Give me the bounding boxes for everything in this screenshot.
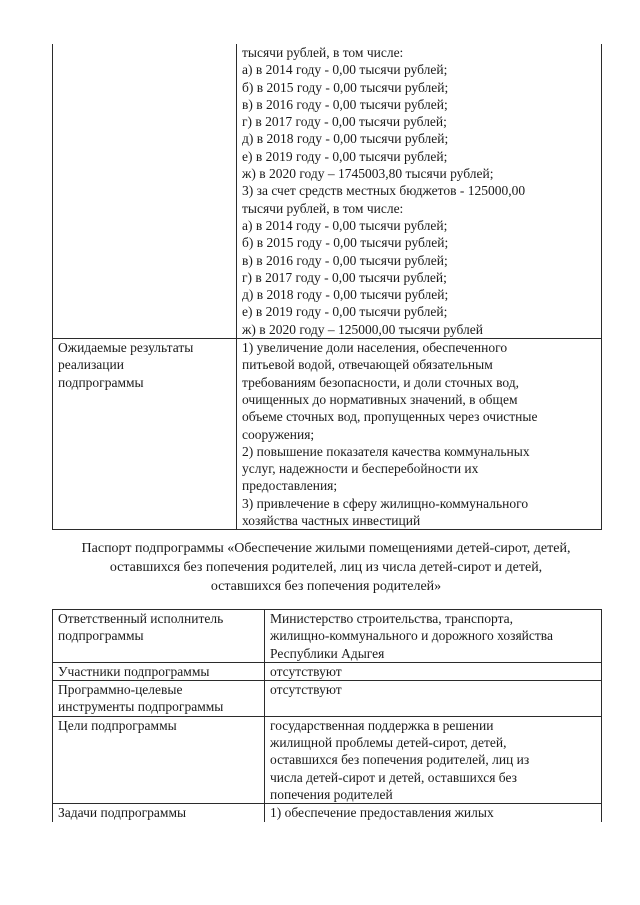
funding-line: е) в 2019 году - 0,00 тысячи рублей;: [242, 148, 448, 164]
passport-value-cell: [265, 681, 602, 717]
passport-label-line: Цели подпрограммы: [58, 717, 177, 733]
results-label-cell: [53, 339, 237, 530]
passport-value-line: отсутствуют: [270, 682, 342, 698]
passport-value-line: жилищно-коммунального и дорожного хозяйства: [270, 628, 553, 644]
funding-line: г) в 2017 году - 0,00 тысячи рублей;: [242, 269, 447, 285]
passport-value-line: попечения родителей: [270, 786, 393, 802]
passport-value-line: 1) обеспечение предоставления жилых: [270, 805, 494, 821]
results-value-line: объеме сточных вод, пропущенных через очистные: [242, 409, 538, 425]
passport-label-line: Программно-целевые: [58, 682, 183, 698]
funding-line: в) в 2016 году - 0,00 тысячи рублей;: [242, 252, 448, 268]
results-label-line: подпрограммы: [58, 374, 144, 390]
passport-label-line: Ответственный исполнитель: [58, 611, 224, 626]
funding-line: а) в 2014 году - 0,00 тысячи рублей;: [242, 62, 448, 78]
table-row: [53, 804, 602, 822]
caption-line: оставшихся без попечения родителей»: [210, 579, 442, 594]
passport-label-line: Задачи подпрограммы: [58, 805, 187, 821]
passport-label-line: инструменты подпрограммы: [58, 699, 224, 715]
results-value-line: питьевой водой, отвечающей обязательным: [242, 357, 493, 373]
results-value-line: хозяйства частных инвестиций: [242, 513, 421, 529]
table-row: [53, 662, 602, 680]
passport-value-line: жилищной проблемы детей-сирот, детей,: [270, 735, 507, 751]
passport-label-cell: [53, 662, 265, 680]
results-value-line: предоставления;: [242, 478, 338, 494]
funding-line: д) в 2018 году - 0,00 тысячи рублей;: [242, 131, 449, 147]
funding-line: е) в 2019 году - 0,00 тысячи рублей;: [242, 304, 448, 320]
funding-label-cell: [53, 44, 237, 339]
funding-line: д) в 2018 году - 0,00 тысячи рублей;: [242, 287, 449, 303]
passport-value-line: отсутствуют: [270, 663, 342, 679]
passport-value-line: Министерство строительства, транспорта,: [270, 611, 514, 626]
passport-value-cell: [265, 804, 602, 822]
funding-line: ж) в 2020 году – 1745003,80 тысячи рублей;: [242, 166, 494, 182]
funding-line: в) в 2016 году - 0,00 тысячи рублей;: [242, 96, 448, 112]
results-label-line: реализации: [58, 357, 124, 373]
funding-table: [52, 44, 602, 530]
results-value-line: 2) повышение показателя качества коммунальных: [242, 443, 530, 459]
results-value-cell: [237, 339, 602, 530]
funding-value-cell: [237, 44, 602, 339]
passport-caption: [52, 539, 600, 596]
results-value-line: требованиям безопасности, и доли сточных вод,: [242, 374, 520, 390]
funding-line: б) в 2015 году - 0,00 тысячи рублей;: [242, 235, 449, 251]
funding-line: тысячи рублей, в том числе:: [242, 45, 404, 60]
passport-label-line: подпрограммы: [58, 628, 144, 644]
funding-line: 3) за счет средств местных бюджетов - 125000,00: [242, 183, 526, 199]
passport-value-line: государственная поддержка в решении: [270, 717, 494, 733]
table-row: [53, 716, 602, 803]
caption-line: оставшихся без попечения родителей, лиц из числа детей-сирот и детей,: [109, 560, 543, 575]
table-row: [53, 610, 602, 663]
results-value-line: услуг, надежности и бесперебойности их: [242, 461, 479, 477]
passport-value-line: оставшихся без попечения родителей, лиц из: [270, 752, 530, 768]
passport-label-cell: [53, 804, 265, 822]
passport-value-line: Республики Адыгея: [270, 645, 385, 661]
passport-label-line: Участники подпрограммы: [58, 663, 210, 679]
passport-value-cell: [265, 662, 602, 680]
table-row: [53, 44, 602, 339]
funding-line: ж) в 2020 году – 125000,00 тысячи рублей: [242, 321, 483, 337]
passport-label-cell: [53, 681, 265, 717]
passport-value-cell: [265, 610, 602, 663]
passport-label-cell: [53, 716, 265, 803]
passport-label-cell: [53, 610, 265, 663]
passport-table: [52, 609, 602, 822]
passport-value-cell: [265, 716, 602, 803]
passport-value-line: числа детей-сирот и детей, оставшихся без: [270, 769, 517, 785]
results-value-line: 1) увеличение доли населения, обеспеченного: [242, 340, 508, 356]
results-value-line: 3) привлечение в сферу жилищно-коммунального: [242, 495, 529, 511]
results-value-line: очищенных до нормативных значений, в общем: [242, 391, 518, 407]
results-value-line: сооружения;: [242, 426, 315, 442]
funding-line: а) в 2014 году - 0,00 тысячи рублей;: [242, 217, 448, 233]
funding-line: г) в 2017 году - 0,00 тысячи рублей;: [242, 114, 447, 130]
table-row: [53, 681, 602, 717]
table-row: [53, 339, 602, 530]
funding-line: тысячи рублей, в том числе:: [242, 200, 404, 216]
caption-line: Паспорт подпрограммы «Обеспечение жилыми помещениями детей-сирот, детей,: [81, 541, 571, 556]
funding-line: б) в 2015 году - 0,00 тысячи рублей;: [242, 79, 449, 95]
results-label-line: Ожидаемые результаты: [58, 340, 194, 356]
